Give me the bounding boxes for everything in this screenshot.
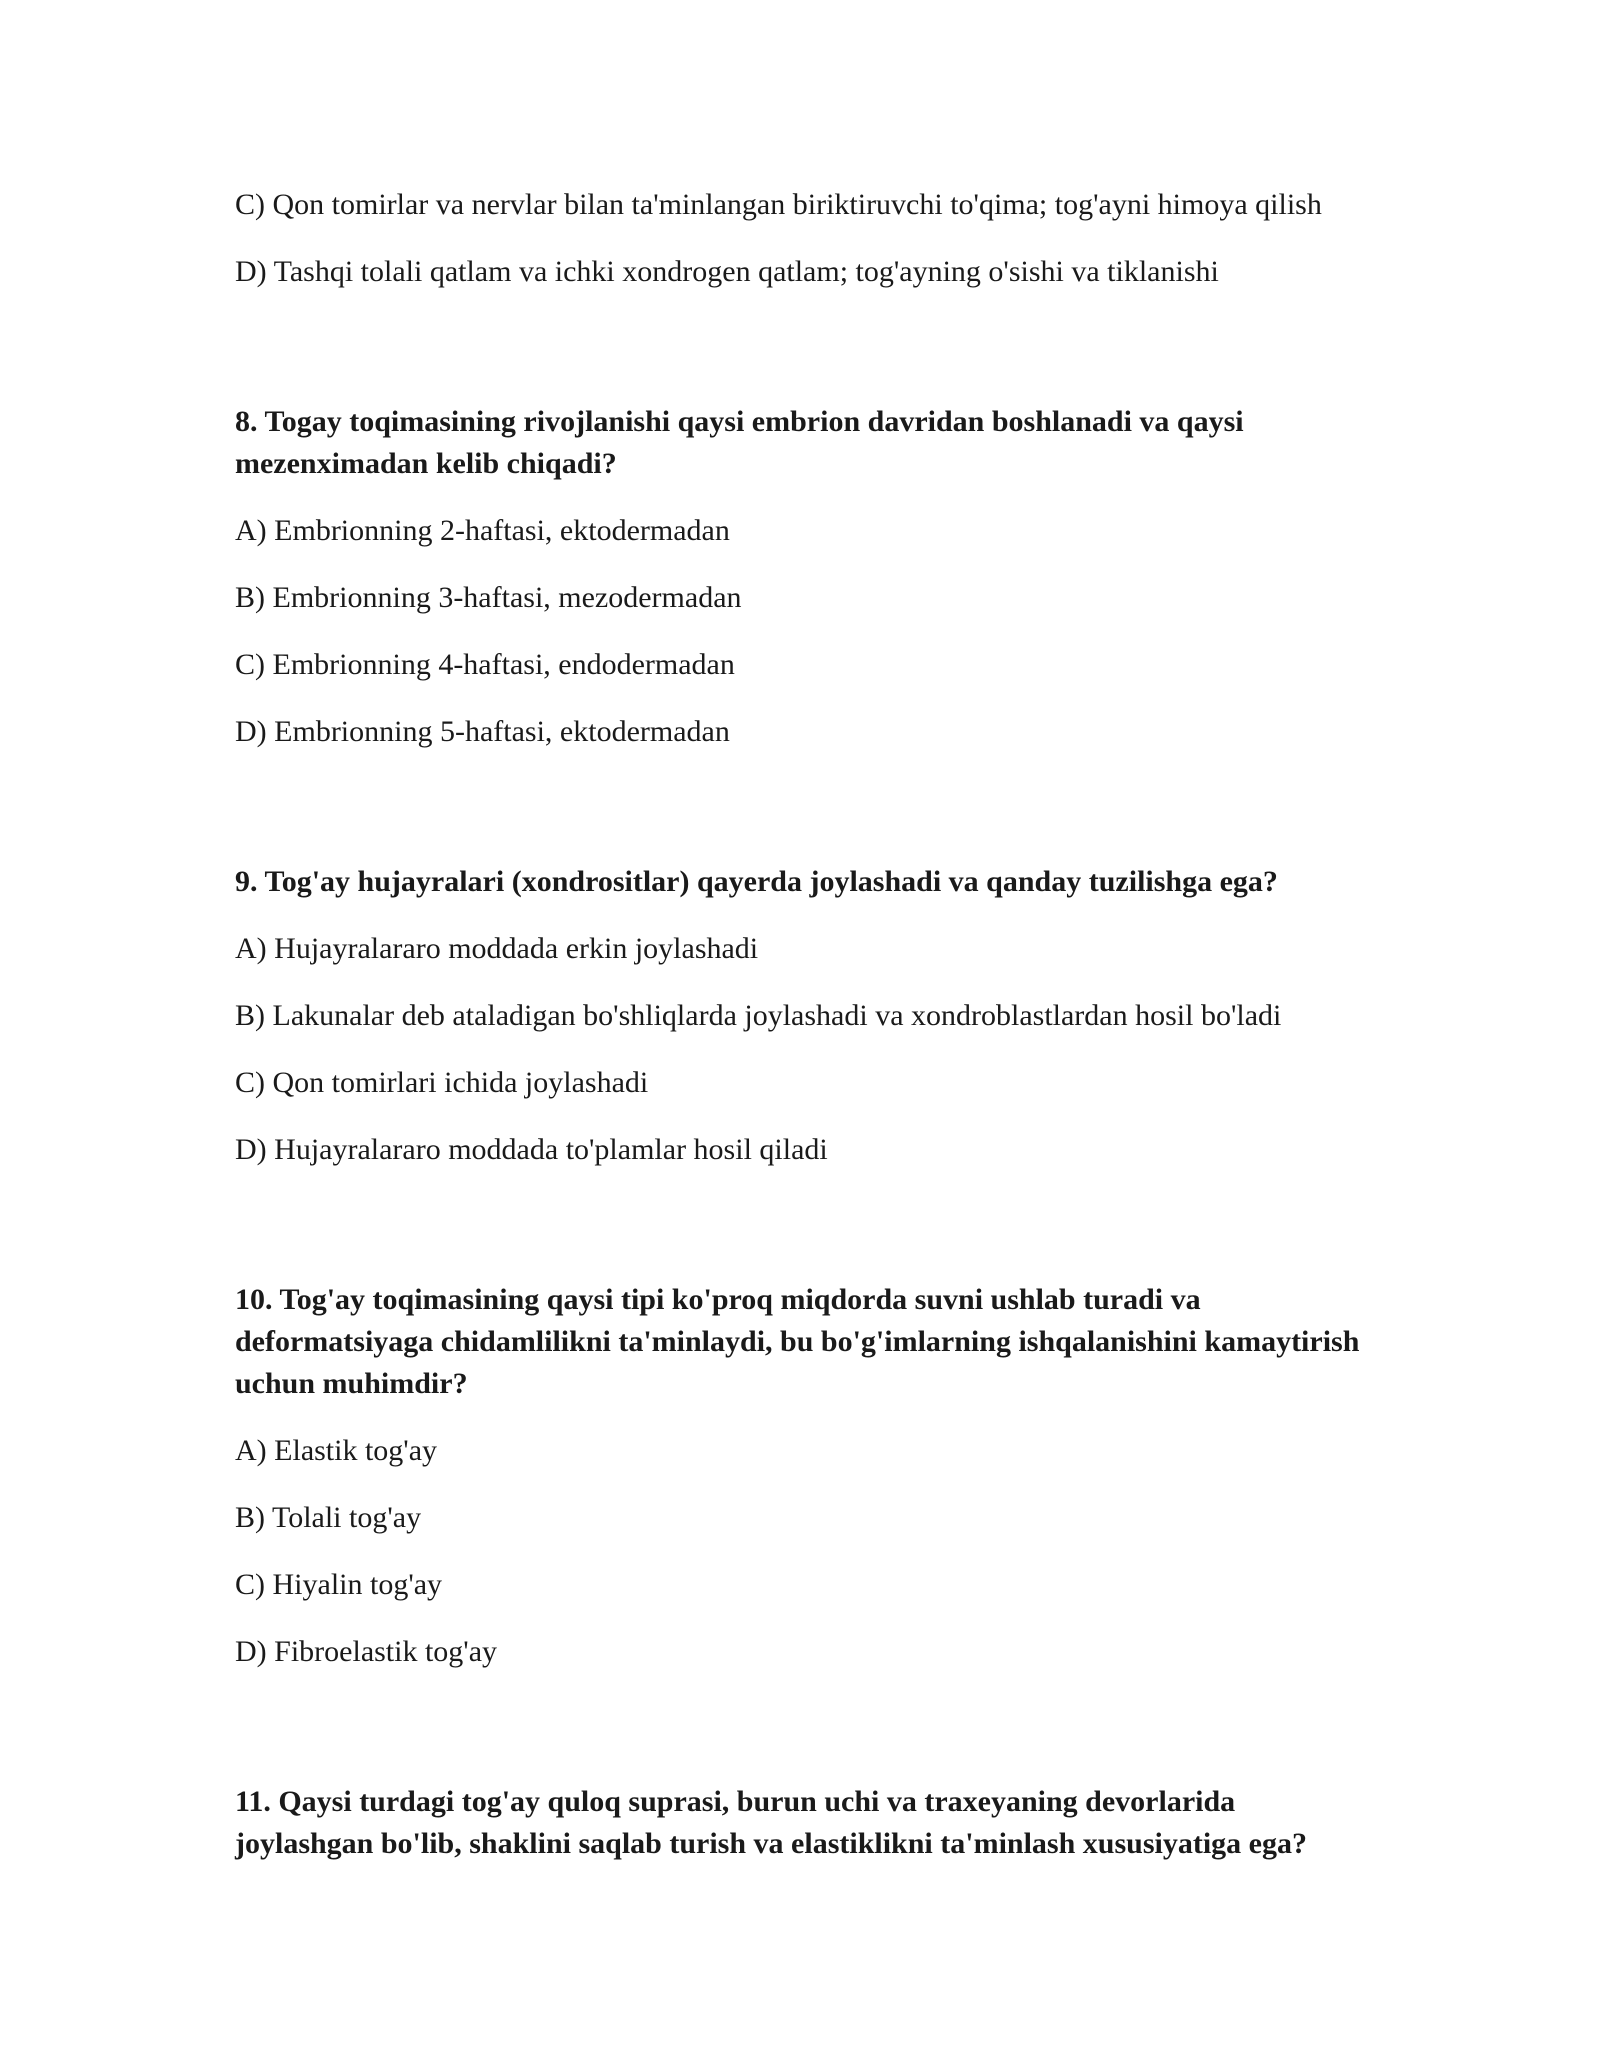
q9-option-d: D) Hujayralararo moddada to'plamlar hosil qiladi — [235, 1133, 828, 1166]
q10-option-b: B) Tolali tog'ay — [235, 1501, 422, 1534]
question-10: 10. Tog'ay toqimasining qaysi tipi ko'proq miqdorda suvni ushlab turadi va deformatsiyaga chidamlilikni ta'minlaydi, bu bo'g'imlarning ishqalanishini kamaytirish uchun muhimdir? — [235, 1283, 1360, 1400]
question-9: 9. Tog'ay hujayralari (xondrositlar) qayerda joylashadi va qanday tuzilishga ega? — [235, 865, 1278, 898]
q8-option-c: C) Embrionning 4-haftasi, endodermadan — [235, 648, 735, 681]
question-8: 8. Togay toqimasining rivojlanishi qaysi embrion davridan boshlanadi va qaysi mezenximadan kelib chiqadi? — [235, 405, 1244, 480]
q8-option-d: D) Embrionning 5-haftasi, ektodermadan — [235, 715, 730, 748]
q8-option-b: B) Embrionning 3-haftasi, mezodermadan — [235, 581, 742, 614]
prev-option-c: C) Qon tomirlar va nervlar bilan ta'minlangan biriktiruvchi to'qima; tog'ayni himoya qilish — [235, 188, 1322, 221]
q9-option-a: A) Hujayralararo moddada erkin joylashadi — [235, 932, 759, 965]
q10-option-d: D) Fibroelastik tog'ay — [235, 1635, 498, 1668]
prev-option-d: D) Tashqi tolali qatlam va ichki xondrogen qatlam; tog'ayning o'sishi va tiklanishi — [235, 255, 1219, 288]
q8-option-a: A) Embrionning 2-haftasi, ektodermadan — [235, 514, 730, 547]
q9-option-c: C) Qon tomirlari ichida joylashadi — [235, 1066, 649, 1099]
page-content — [235, 184, 1365, 1890]
q10-option-c: C) Hiyalin tog'ay — [235, 1568, 443, 1601]
q10-option-a: A) Elastik tog'ay — [235, 1434, 438, 1467]
q9-option-b: B) Lakunalar deb ataladigan bo'shliqlarda joylashadi va xondroblastlardan hosil bo'ladi — [235, 999, 1282, 1032]
question-11: 11. Qaysi turdagi tog'ay quloq suprasi, burun uchi va traxeyaning devorlarida joylashgan bo'lib, shaklini saqlab turish va elastiklikni ta'minlash xususiyatiga ega? — [235, 1785, 1307, 1860]
